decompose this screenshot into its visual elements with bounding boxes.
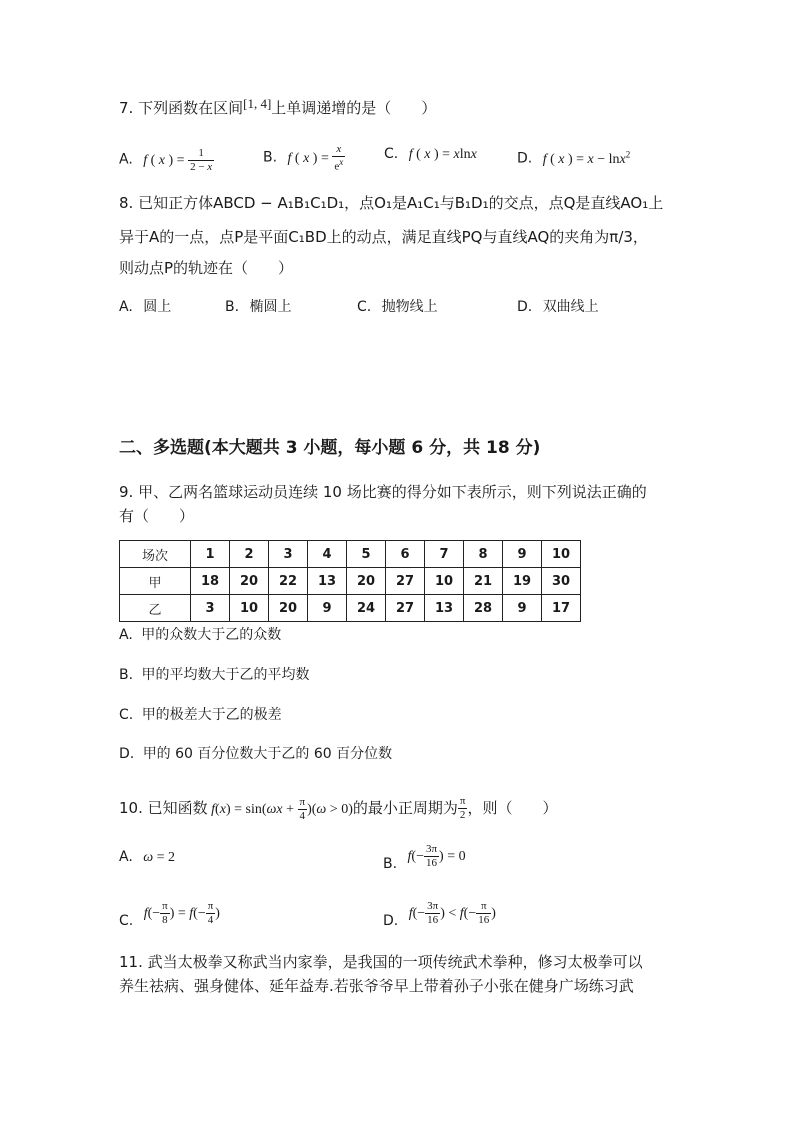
score-table-cell: 10 — [230, 595, 269, 622]
q7-text-c: ） — [421, 99, 437, 117]
q9-option-c[interactable] — [119, 705, 282, 725]
q9-option-c-text: 甲的极差大于乙的极差 — [141, 707, 282, 723]
q9-number: 9. — [119, 483, 134, 501]
q9-option-a[interactable] — [119, 625, 281, 645]
q10-option-c[interactable] — [119, 900, 220, 929]
q8-line3: 则动点P的轨迹在（ ） — [119, 259, 294, 277]
score-table-game: 10 — [542, 541, 581, 568]
score-table-game: 6 — [386, 541, 425, 568]
q7-option-b[interactable] — [263, 144, 345, 173]
q10-option-c-formula: f(− $\frac{\pi}{8}$ ) = f(− $\frac{\pi}{4}$ ) — [143, 900, 220, 926]
score-table-cell: 20 — [230, 568, 269, 595]
q8-option-b[interactable] — [225, 297, 292, 317]
q7-text-a: 下列函数在区间 — [138, 99, 244, 117]
q9-option-d-letter: D. — [119, 746, 135, 762]
q7-option-d-formula: f ( x ) = x − lnx$^2$ — [542, 149, 631, 167]
score-table-game: 2 — [230, 541, 269, 568]
q7-option-b-letter: B. — [263, 149, 278, 166]
q10-text-b: 的最小正周期为 — [352, 799, 458, 817]
q10-text-c: ，则（ ） — [467, 799, 558, 817]
score-table-cell: 13 — [425, 595, 464, 622]
q7-number: 7. — [119, 99, 134, 117]
q9-option-a-text: 甲的众数大于乙的众数 — [141, 627, 282, 643]
score-table-game: 8 — [464, 541, 503, 568]
score-table-cell: 28 — [464, 595, 503, 622]
q9-line2: 有（ ） — [119, 507, 195, 525]
q9-option-c-letter: C. — [119, 707, 134, 723]
section-heading-multiple-choice: 二、多选题(本大题共 3 小题，每小题 6 分，共 18 分) — [119, 438, 541, 458]
q10-option-a[interactable] — [119, 847, 175, 868]
q11-line1-text: 武当太极拳又称武当内家拳，是我国的一项传统武术拳种，修习太极拳可以 — [147, 953, 643, 971]
q7-text-b: 上单调递增的是（ — [271, 99, 392, 117]
q10-text-a: 已知函数 — [147, 799, 208, 817]
q8-option-c-text: 抛物线上 — [381, 299, 438, 315]
score-table-row-label: 甲 — [120, 568, 191, 595]
q8-line2: 异于A的一点，点P是平面C₁BD上的动点，满足直线PQ与直线AQ的夹角为π/3， — [119, 228, 648, 246]
q10-function: f(x) = sin(ωx + $\frac{\pi}{4}$ )(ω > 0) — [211, 796, 353, 823]
q7-option-a-formula: f ( x ) = $\frac{1}{2 - x}$ — [143, 147, 213, 173]
score-table-cell: 20 — [347, 568, 386, 595]
q9-line1 — [119, 482, 647, 502]
score-table-row-yi — [120, 595, 581, 622]
q7-option-a[interactable] — [119, 148, 214, 173]
score-table-cell: 24 — [347, 595, 386, 622]
score-table-cell: 9 — [503, 595, 542, 622]
score-table-cell: 13 — [308, 568, 347, 595]
q8-option-b-text: 椭圆上 — [249, 299, 292, 315]
score-table-cell: 22 — [269, 568, 308, 595]
q10-option-a-letter: A. — [119, 849, 133, 865]
q9-option-b-text: 甲的平均数大于乙的平均数 — [141, 667, 310, 683]
q10-option-d[interactable] — [383, 900, 496, 929]
q8-option-d-letter: D. — [517, 299, 533, 315]
q9-option-b[interactable] — [119, 665, 310, 685]
score-table — [119, 540, 581, 622]
q8-number: 8. — [119, 194, 134, 212]
score-table-cell: 20 — [269, 595, 308, 622]
q7-stem — [119, 98, 436, 119]
q8-option-a-text: 圆上 — [143, 299, 172, 315]
q10-option-b[interactable] — [383, 843, 466, 872]
q11-line1 — [119, 952, 643, 972]
score-table-header-row — [120, 541, 581, 568]
q8-option-b-letter: B. — [225, 299, 240, 315]
score-table-cell: 17 — [542, 595, 581, 622]
q10-option-d-formula: f(− $\frac{3\pi}{16}$ ) < f(− $\frac{\pi}{16}$ ) — [408, 900, 496, 926]
q7-option-d[interactable] — [517, 144, 630, 170]
q8-line1-text: 已知正方体ABCD − A₁B₁C₁D₁，点O₁是A₁C₁与B₁D₁的交点，点Q是直线AO₁上 — [138, 194, 664, 212]
q9-option-d-text: 甲的 60 百分位数大于乙的 60 百分位数 — [142, 746, 393, 762]
q8-option-a[interactable] — [119, 297, 171, 317]
score-table-game: 9 — [503, 541, 542, 568]
score-table-game: 4 — [308, 541, 347, 568]
q10-option-b-formula: f(− $\frac{3\pi}{16}$ ) = 0 — [407, 843, 466, 869]
q8-option-c-letter: C. — [357, 299, 372, 315]
q10-option-b-letter: B. — [383, 855, 398, 872]
q8-option-c[interactable] — [357, 297, 438, 317]
q8-option-d[interactable] — [517, 297, 599, 317]
score-table-row-jia — [120, 568, 581, 595]
score-table-cell: 18 — [191, 568, 230, 595]
score-table-cell: 27 — [386, 595, 425, 622]
q7-option-c-letter: C. — [384, 146, 399, 162]
score-table-game: 7 — [425, 541, 464, 568]
score-table-game: 3 — [269, 541, 308, 568]
score-table-row-label: 乙 — [120, 595, 191, 622]
q7-option-c[interactable] — [384, 144, 477, 165]
q9-option-d[interactable] — [119, 744, 392, 764]
score-table-game: 5 — [347, 541, 386, 568]
q11-number: 11. — [119, 953, 143, 971]
score-table-cell: 10 — [425, 568, 464, 595]
score-table-header-label: 场次 — [120, 541, 191, 568]
score-table-cell: 3 — [191, 595, 230, 622]
q7-option-d-letter: D. — [517, 150, 533, 167]
q9-option-b-letter: B. — [119, 667, 134, 683]
q7-interval: [1, 4] — [243, 96, 272, 111]
q10-period: $\frac{\pi}{2}$ — [459, 795, 466, 821]
q10-option-a-formula: ω = 2 — [143, 850, 176, 865]
q9-line1-text: 甲、乙两名篮球运动员连续 10 场比赛的得分如下表所示，则下列说法正确的 — [138, 483, 647, 501]
q7-option-c-formula: f ( x ) = xlnx — [408, 147, 477, 162]
score-table-cell: 21 — [464, 568, 503, 595]
q7-option-a-letter: A. — [119, 151, 133, 168]
q10-number: 10. — [119, 799, 143, 817]
q8-line1 — [119, 193, 663, 213]
q10-option-d-letter: D. — [383, 912, 399, 929]
score-table-cell: 27 — [386, 568, 425, 595]
q8-option-d-text: 双曲线上 — [542, 299, 599, 315]
score-table-cell: 30 — [542, 568, 581, 595]
q11-line2: 养生祛病、强身健体、延年益寿.若张爷爷早上带着孙子小张在健身广场练习武 — [119, 977, 634, 995]
score-table-cell: 9 — [308, 595, 347, 622]
score-table-game: 1 — [191, 541, 230, 568]
q8-option-a-letter: A. — [119, 299, 133, 315]
q9-option-a-letter: A. — [119, 627, 133, 643]
q10-option-c-letter: C. — [119, 912, 134, 929]
q7-option-b-formula: f ( x ) = $\frac{x}{e^x}$ — [287, 143, 344, 173]
q10-stem — [119, 796, 557, 822]
score-table-cell: 19 — [503, 568, 542, 595]
